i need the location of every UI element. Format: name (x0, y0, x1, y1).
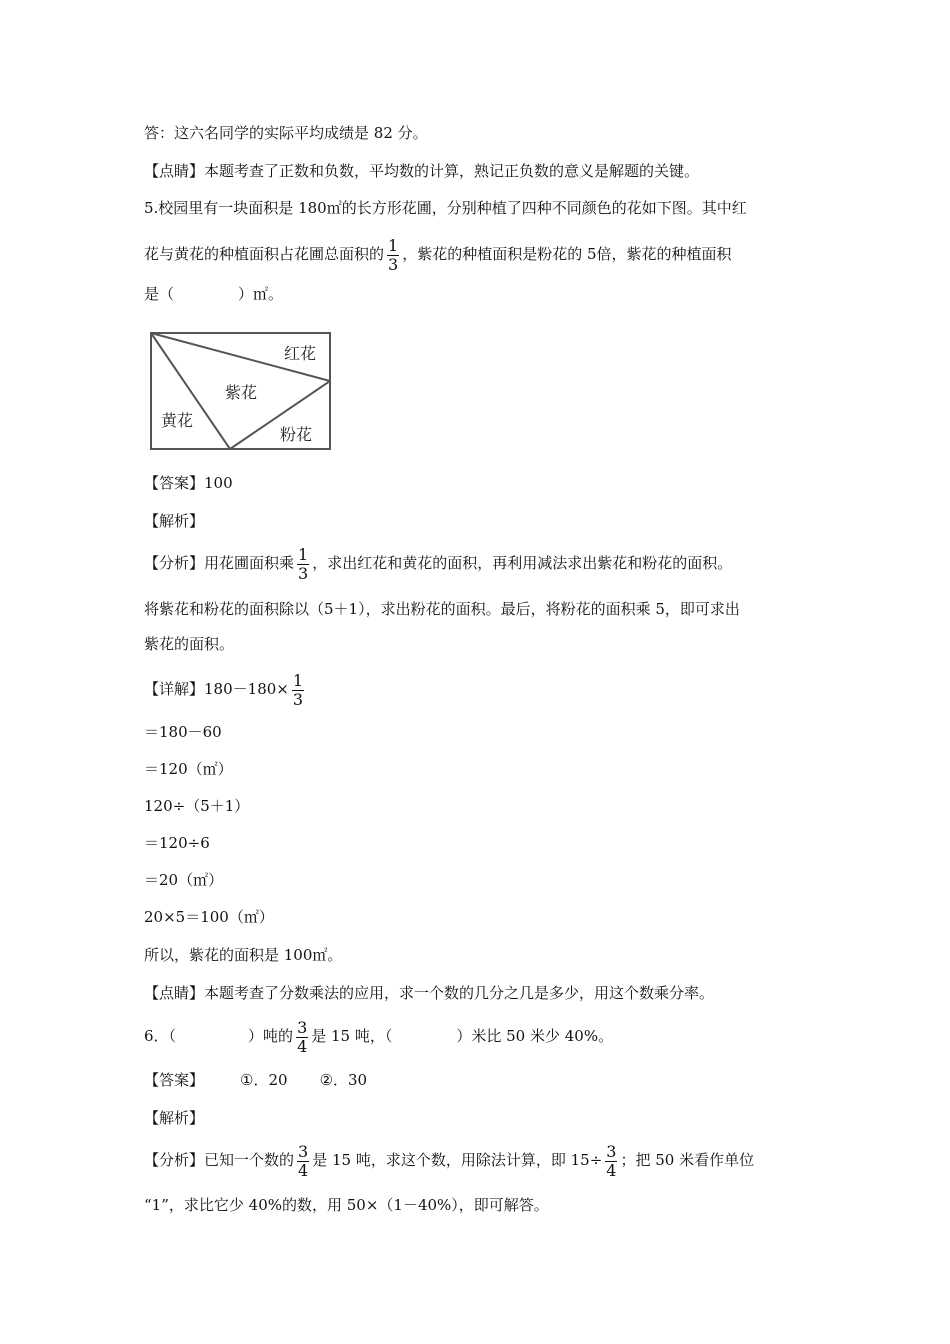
q5-point-note (144, 983, 714, 1003)
answer-value-1: ①．20 (240, 1071, 288, 1089)
q5-fenxi-line-1 (144, 541, 732, 585)
label-purple-flower: 紫花 (225, 383, 258, 402)
fraction-denominator: 4 (298, 1160, 309, 1180)
calc-step: ＝120（㎡） (144, 760, 233, 778)
label-yellow-flower: 黄花 (161, 411, 194, 430)
fenxi-text-a: 用花圃面积乘 (204, 554, 295, 572)
detail-tag: 【详解】 (144, 680, 205, 698)
q5-fenxi-line-2: 将紫花和粉花的面积除以（5＋1），求出粉花的面积。最后，将粉花的面积乘 5，即可求出 (144, 600, 740, 618)
fenxi-tag: 【分析】 (144, 554, 205, 572)
fraction-three-quarters (297, 1143, 309, 1180)
previous-point-note (144, 161, 699, 181)
question-5-line-2 (144, 232, 732, 276)
q5-conclusion: 所以，紫花的面积是 100㎡。 (144, 946, 343, 964)
calc-step: ＝180－60 (144, 723, 222, 741)
q6-text-d: ）米比 50 米少 40%。 (456, 1027, 614, 1045)
fraction-three-quarters (605, 1143, 617, 1180)
fenxi-tag: 【分析】 (144, 1151, 205, 1169)
q5-blank-close: ）㎡。 (238, 285, 284, 303)
fraction-numerator: 3 (606, 1141, 617, 1161)
q6-text-b: ）吨的 (248, 1027, 294, 1045)
q5-fenxi-line-3: 紫花的面积。 (144, 635, 235, 653)
label-pink-flower: 粉花 (280, 425, 313, 444)
fraction-denominator: 3 (292, 689, 304, 709)
flower-bed-diagram (148, 330, 334, 452)
calc-step: ＝120÷6 (144, 834, 210, 852)
fraction-numerator: 3 (297, 1017, 308, 1037)
q5-detail-line (144, 667, 307, 711)
fenxi-text-b: ，求出红花和黄花的面积，再利用减法求出紫花和粉花的面积。 (312, 554, 733, 572)
answer-value-2: ②．30 (319, 1071, 368, 1089)
q6-analysis-tag: 【解析】 (144, 1109, 205, 1127)
fraction-numerator: 3 (298, 1141, 309, 1161)
answer-tag: 【答案】 (144, 474, 205, 492)
fraction-denominator: 4 (606, 1160, 617, 1180)
fraction-denominator: 4 (297, 1036, 308, 1056)
question-5-line-3 (144, 284, 283, 304)
label-red-flower: 红花 (284, 344, 317, 363)
fenxi-text-b: 是 15 吨，求这个数，用除法计算，即 15÷ (312, 1151, 603, 1169)
fenxi-text-c: ；把 50 米看作单位 (620, 1151, 755, 1169)
q6-fenxi-line-1 (144, 1138, 754, 1182)
point-tag: 【点睛】 (144, 162, 205, 180)
point-tag: 【点睛】 (144, 984, 205, 1002)
question-6 (144, 1014, 613, 1058)
question-5-line-1: 5.校园里有一块面积是 180㎡的长方形花圃，分别种植了四种不同颜色的花如下图。其中红 (144, 199, 747, 217)
fraction-numerator: 1 (292, 670, 304, 690)
q6-text-a: 6．（ (144, 1027, 177, 1045)
detail-text: 180－180× (204, 680, 289, 698)
q6-fenxi-line-2: “1”，求比它少 40%的数，用 50×（1－40%），即可解答。 (144, 1196, 549, 1214)
fraction-denominator: 3 (298, 563, 309, 583)
calc-step: 120÷（5＋1） (144, 797, 250, 815)
fraction-one-third (297, 546, 309, 583)
q5-text-a: 花与黄花的种植面积占花圃总面积的 (144, 245, 385, 263)
q5-answer (144, 473, 233, 493)
answer-value: 100 (204, 474, 233, 492)
fraction-numerator: 1 (388, 235, 399, 255)
point-text: 本题考查了分数乘法的应用，求一个数的几分之几是多少，用这个数乘分率。 (204, 984, 715, 1002)
calc-step: 20×5＝100（㎡） (144, 908, 274, 926)
fraction-three-quarters (296, 1019, 308, 1056)
fraction-one-third (387, 237, 399, 274)
fraction-denominator: 3 (388, 254, 399, 274)
calc-step: ＝20（㎡） (144, 871, 224, 889)
fenxi-text-a: 已知一个数的 (204, 1151, 295, 1169)
answer-tag: 【答案】 (144, 1071, 205, 1089)
q6-text-c: 是 15 吨，（ (311, 1027, 393, 1045)
fraction-one-third (292, 672, 304, 709)
q5-text-b: ，紫花的种植面积是粉花的 5倍，紫花的种植面积 (402, 245, 732, 263)
fraction-numerator: 1 (298, 544, 309, 564)
previous-answer: 答：这六名同学的实际平均成绩是 82 分。 (144, 124, 428, 142)
q5-analysis-tag: 【解析】 (144, 512, 205, 530)
q5-blank-open: 是（ (144, 285, 175, 303)
point-text: 本题考查了正数和负数，平均数的计算，熟记正负数的意义是解题的关键。 (204, 162, 700, 180)
q6-answer (144, 1070, 367, 1090)
